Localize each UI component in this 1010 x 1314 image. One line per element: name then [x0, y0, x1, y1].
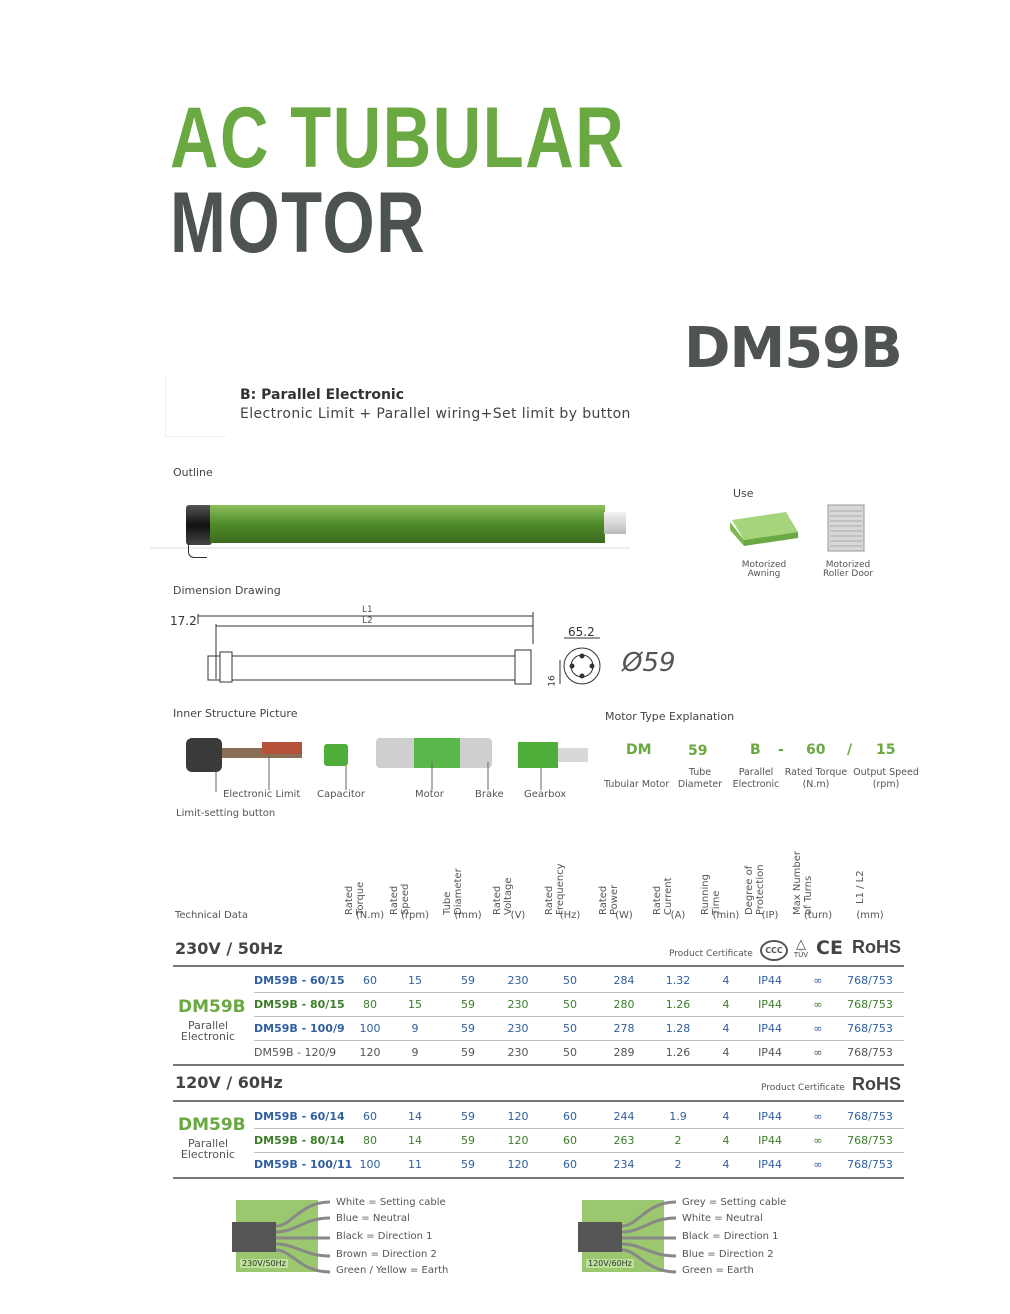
column-header-line2: Diameter: [453, 868, 464, 915]
mt-tube-2: Diameter: [677, 779, 723, 790]
table-cell: 59: [461, 998, 475, 1011]
mt-speed: [853, 767, 919, 791]
table-cell: 59: [461, 974, 475, 987]
table-cell: IP44: [758, 1158, 782, 1171]
table-cell: 15: [408, 974, 422, 987]
table-cell: 4: [722, 1110, 730, 1123]
use-awning-text: [738, 561, 790, 579]
column-header-line2: Time: [711, 890, 722, 915]
table-cell: 59: [461, 1110, 475, 1123]
code-slash: /: [847, 742, 853, 758]
column-header-9: [792, 851, 814, 915]
table-cell: 59: [461, 1022, 475, 1035]
tuv-mark-icon: △ TÜV: [793, 937, 809, 959]
table-cell: 230: [507, 1046, 529, 1059]
table-cell: 120: [507, 1110, 529, 1123]
cert-label-230: Product Certificate: [669, 949, 753, 959]
dim-l2: L2: [362, 616, 373, 626]
table-cell: 230: [507, 974, 529, 987]
wire-label: Grey = Setting cable: [682, 1197, 787, 1208]
roller-door-icon: [826, 503, 868, 555]
row-divider: [254, 1040, 904, 1041]
code-b: B: [750, 742, 761, 758]
table-cell: 60: [563, 1134, 577, 1147]
mt-tubular-motor: Tubular Motor: [604, 779, 670, 790]
family-230: DM59B: [178, 997, 246, 1017]
table-cell: IP44: [758, 974, 782, 987]
mt-torque-1: Rated Torque: [784, 767, 848, 778]
code-dash: -: [778, 742, 784, 758]
column-header-2: [442, 868, 464, 915]
row-divider: [254, 1128, 904, 1129]
table-row-model: DM59B - 120/9: [254, 1046, 337, 1059]
table-cell: 244: [613, 1110, 635, 1123]
tuv-mark-text: TÜV: [793, 951, 809, 959]
decor-corner: [165, 378, 226, 437]
column-header-8: [744, 864, 766, 915]
table-cell: 280: [613, 998, 635, 1011]
column-header-line2: of Turns: [803, 875, 814, 915]
title-line-1: AC TUBULAR: [170, 90, 626, 186]
column-header-line1: Rated: [344, 885, 355, 915]
table-cell: 263: [613, 1134, 635, 1147]
table-cell: 2: [674, 1134, 682, 1147]
wire-label: Blue = Neutral: [336, 1213, 410, 1224]
title-line-2: MOTOR: [170, 175, 427, 271]
wire-label: Green = Earth: [682, 1265, 754, 1276]
dim-small: 16: [547, 675, 558, 687]
table-cell: 50: [563, 974, 577, 987]
table-cell: ∞: [813, 1022, 823, 1035]
motor-cable: [188, 543, 207, 558]
table-cell: 230: [507, 998, 529, 1011]
table-cell: 768/753: [847, 1110, 893, 1123]
table-cell: ∞: [813, 1046, 823, 1059]
column-unit-2: (mm): [454, 910, 482, 921]
ce-mark-icon: CE: [816, 937, 843, 959]
column-header-line1: Running: [700, 874, 711, 915]
column-unit-9: (turn): [803, 910, 833, 921]
use-awning-line2: Awning: [747, 569, 781, 579]
table-row-model: DM59B - 60/15: [254, 974, 345, 987]
column-unit-7: (min): [712, 910, 740, 921]
column-unit-1: (rpm): [400, 910, 429, 921]
row-divider: [254, 992, 904, 993]
table-cell: 11: [408, 1158, 422, 1171]
wiring-120-badge: 120V/60Hz: [588, 1259, 632, 1268]
table-cell: 4: [722, 1022, 730, 1035]
ccc-mark-icon: CCC: [760, 940, 788, 961]
rule-230-bottom: [173, 1064, 904, 1066]
rule-120-bottom: [173, 1177, 904, 1179]
table-cell: 120: [507, 1158, 529, 1171]
table-cell: 59: [461, 1134, 475, 1147]
table-cell: 80: [363, 1134, 377, 1147]
table-cell: 60: [563, 1110, 577, 1123]
table-cell: 1.26: [665, 1046, 691, 1059]
voltage-230: 230V / 50Hz: [175, 939, 283, 958]
column-header-line1: L1 / L2: [855, 870, 866, 904]
column-header-line1: Max Number: [792, 850, 803, 915]
column-header-line2: Current: [663, 877, 674, 915]
subtitle: B: Parallel Electronic: [240, 387, 405, 403]
dim-width: 65.2: [568, 625, 595, 639]
dim-l1: L1: [362, 605, 373, 615]
table-cell: 768/753: [847, 1134, 893, 1147]
inner-gearbox: Gearbox: [524, 789, 567, 800]
table-cell: IP44: [758, 1110, 782, 1123]
outline-label: Outline: [173, 466, 213, 479]
table-cell: 60: [563, 1158, 577, 1171]
family-120: DM59B: [178, 1115, 246, 1135]
table-row-model: DM59B - 80/15: [254, 998, 345, 1011]
use-roller-line1: Motorized: [825, 560, 871, 570]
family-sub-120: [178, 1138, 238, 1160]
column-header-line2: Voltage: [503, 877, 514, 915]
table-cell: 80: [363, 998, 377, 1011]
motor-tube: [210, 505, 605, 543]
table-cell: 278: [613, 1022, 635, 1035]
column-header-4: [544, 863, 566, 915]
table-cell: 60: [363, 1110, 377, 1123]
wire-label: Green / Yellow = Earth: [336, 1265, 449, 1276]
table-cell: 50: [563, 1022, 577, 1035]
mt-tube: [677, 767, 723, 791]
mt-tube-1: Tube: [688, 767, 712, 778]
mt-par-1: Parallel: [738, 767, 774, 778]
table-cell: 15: [408, 998, 422, 1011]
table-cell: 1.32: [665, 974, 691, 987]
table-cell: 768/753: [847, 1046, 893, 1059]
motor-type-label: Motor Type Explanation: [605, 710, 735, 723]
table-cell: 4: [722, 1158, 730, 1171]
table-cell: 120: [359, 1046, 381, 1059]
dimension-label: Dimension Drawing: [173, 584, 281, 597]
inner-limit-button: Limit-setting button: [176, 808, 276, 819]
mt-speed-1: Output Speed: [853, 767, 919, 778]
rohs-mark-120: RoHS: [852, 1074, 901, 1094]
table-cell: 1.26: [665, 998, 691, 1011]
table-row-model: DM59B - 80/14: [254, 1134, 345, 1147]
table-cell: 9: [411, 1022, 419, 1035]
table-row-model: DM59B - 60/14: [254, 1110, 345, 1123]
code-15: 15: [876, 742, 896, 758]
table-cell: ∞: [813, 998, 823, 1011]
column-header-10: [855, 870, 866, 904]
code-59: 59: [688, 743, 708, 759]
column-unit-6: (A): [670, 910, 686, 921]
table-cell: IP44: [758, 998, 782, 1011]
column-unit-8: (IP): [761, 910, 779, 921]
table-cell: 289: [613, 1046, 635, 1059]
column-header-line1: Rated: [544, 885, 555, 915]
table-cell: 9: [411, 1046, 419, 1059]
inner-capacitor: Capacitor: [317, 789, 366, 800]
family-sub-230: [178, 1020, 238, 1042]
wiring-230-badge: 230V/50Hz: [242, 1259, 286, 1268]
family-sub-230-1: Parallel: [187, 1019, 229, 1032]
inner-motor: Motor: [415, 789, 444, 800]
rule-230-top: [173, 965, 904, 967]
table-cell: 2: [674, 1158, 682, 1171]
column-header-line1: Tube: [442, 891, 453, 915]
code-dm: DM: [626, 742, 652, 758]
column-header-line1: Rated: [389, 885, 400, 915]
table-cell: 768/753: [847, 1158, 893, 1171]
wire-label: Blue = Direction 2: [682, 1249, 774, 1260]
wire-label: White = Neutral: [682, 1213, 763, 1224]
table-cell: 4: [722, 1134, 730, 1147]
table-cell: ∞: [813, 1134, 823, 1147]
mt-torque-2: (N.m): [802, 779, 830, 790]
tech-label: Technical Data: [175, 910, 248, 921]
mt-par-2: Electronic: [732, 779, 780, 790]
table-cell: 230: [507, 1022, 529, 1035]
code-60: 60: [806, 742, 826, 758]
row-divider: [254, 1152, 904, 1153]
column-header-line1: Rated: [652, 885, 663, 915]
table-cell: 50: [563, 1046, 577, 1059]
awning-icon: [728, 508, 800, 550]
column-header-line1: Rated: [492, 885, 503, 915]
use-label: Use: [733, 487, 754, 500]
mt-speed-2: (rpm): [872, 779, 900, 790]
table-cell: 60: [363, 974, 377, 987]
family-sub-120-2: Electronic: [180, 1148, 236, 1161]
table-cell: 4: [722, 998, 730, 1011]
use-awning-line1: Motorized: [741, 560, 787, 570]
column-header-line2: Protection: [755, 864, 766, 915]
column-header-line2: Torque: [355, 881, 366, 915]
wire-label: Brown = Direction 2: [336, 1249, 437, 1260]
wire-label: Black = Direction 1: [336, 1231, 433, 1242]
use-roller-text: [818, 561, 878, 579]
table-cell: 50: [563, 998, 577, 1011]
column-header-line2: Speed: [400, 883, 411, 915]
table-cell: 1.9: [669, 1110, 687, 1123]
column-header-line1: Degree of: [744, 865, 755, 915]
dim-offset: 17.2: [170, 614, 197, 628]
wire-label: White = Setting cable: [336, 1197, 446, 1208]
column-unit-10: (mm): [856, 910, 884, 921]
table-row-model: DM59B - 100/9: [254, 1022, 345, 1035]
dimension-drawing: [168, 604, 688, 694]
inner-brake: Brake: [475, 789, 504, 800]
rule-120-top: [173, 1100, 904, 1102]
column-unit-5: (W): [615, 910, 633, 921]
inner-label: Inner Structure Picture: [173, 707, 298, 720]
cert-label-120: Product Certificate: [761, 1083, 845, 1093]
table-cell: ∞: [813, 974, 823, 987]
outline-shadow: [150, 547, 630, 549]
inner-structure-picture: [176, 732, 596, 792]
wire-label: Black = Direction 1: [682, 1231, 779, 1242]
table-cell: 284: [613, 974, 635, 987]
table-cell: 768/753: [847, 998, 893, 1011]
table-row-model: DM59B - 100/11: [254, 1158, 353, 1171]
column-header-line1: Rated: [598, 885, 609, 915]
table-cell: IP44: [758, 1022, 782, 1035]
table-cell: 4: [722, 1046, 730, 1059]
model-name: DM59B: [684, 316, 902, 381]
description: Electronic Limit + Parallel wiring+Set limit by button: [240, 406, 631, 422]
table-cell: 768/753: [847, 1022, 893, 1035]
table-cell: 100: [359, 1158, 381, 1171]
column-header-7: [700, 874, 722, 915]
table-cell: 234: [613, 1158, 635, 1171]
family-sub-230-2: Electronic: [180, 1030, 236, 1043]
column-unit-4: (Hz): [559, 910, 581, 921]
inner-electronic-limit: Electronic Limit: [223, 789, 301, 800]
use-roller-line2: Roller Door: [822, 569, 874, 579]
table-cell: IP44: [758, 1046, 782, 1059]
family-sub-120-1: Parallel: [187, 1137, 229, 1150]
table-cell: 768/753: [847, 974, 893, 987]
mt-torque: [784, 767, 848, 791]
table-cell: 120: [507, 1134, 529, 1147]
mt-parallel: [730, 767, 782, 791]
table-cell: ∞: [813, 1158, 823, 1171]
table-cell: 59: [461, 1158, 475, 1171]
table-cell: 4: [722, 974, 730, 987]
column-unit-3: (V): [510, 910, 526, 921]
dim-diameter: Ø59: [622, 648, 676, 678]
table-cell: 59: [461, 1046, 475, 1059]
table-cell: 14: [408, 1110, 422, 1123]
motor-shaft: [604, 512, 626, 534]
table-cell: IP44: [758, 1134, 782, 1147]
column-unit-0: (N.m): [355, 910, 385, 921]
table-cell: ∞: [813, 1110, 823, 1123]
row-divider: [254, 1016, 904, 1017]
table-cell: 14: [408, 1134, 422, 1147]
column-header-line2: Power: [609, 884, 620, 915]
table-cell: 1.28: [665, 1022, 691, 1035]
voltage-120: 120V / 60Hz: [175, 1073, 283, 1092]
table-cell: 100: [359, 1022, 381, 1035]
rohs-mark-230: RoHS: [852, 937, 901, 957]
column-header-line2: Frequency: [555, 863, 566, 915]
motor-head: [186, 505, 212, 545]
